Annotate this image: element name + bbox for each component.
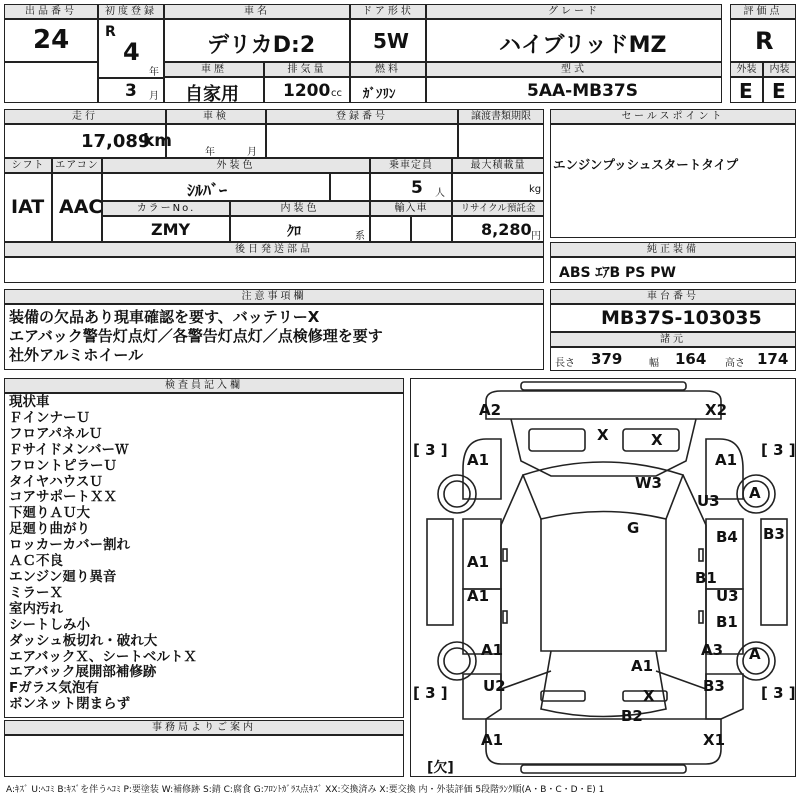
chassis-label: 車台番号	[550, 289, 796, 304]
grade-label: グレード	[426, 4, 722, 19]
front-bumper-outline	[521, 382, 686, 390]
recycle-unit: 円	[531, 231, 541, 242]
mark-bracket-br: [ 3 ]	[761, 684, 796, 702]
rear-bumper-outline	[521, 765, 686, 773]
first-reg-cell	[98, 19, 164, 78]
inspector-line: ミラーＸ	[9, 584, 63, 601]
ac-label: エアコン	[52, 158, 102, 173]
fuel-cell	[350, 77, 426, 103]
roof-outline	[541, 519, 666, 651]
door-handle	[503, 611, 507, 623]
inspector-line: ロッカーカバー割れ	[9, 537, 130, 554]
lot-no-cell	[4, 19, 98, 62]
exterior-cell	[730, 77, 763, 103]
mark-b1-mid: B1	[695, 569, 717, 587]
mark-x-front-left: X	[597, 426, 609, 444]
height-label: 高さ	[725, 358, 745, 369]
car-name: デリカD:2	[207, 33, 316, 58]
mark-x-front-right: X	[651, 431, 663, 449]
max-load-cell	[452, 173, 544, 201]
inspector-line: フロントピラーＵ	[9, 457, 117, 474]
left-rocker	[427, 519, 453, 625]
mark-a1-bottom: A1	[481, 731, 504, 749]
chassis-number: MB37S-103035	[601, 307, 762, 329]
inspector-line: ＦサイドメンバーＷ	[9, 441, 129, 458]
import-cell-b	[411, 216, 452, 242]
grade-cell	[426, 19, 722, 62]
mark-x-rear: X	[643, 687, 655, 705]
mark-b3-rear: B3	[703, 677, 725, 695]
model-cell	[426, 77, 722, 103]
mark-bracket-bl: [ 3 ]	[413, 684, 448, 702]
mark-missing: [欠]	[427, 760, 454, 776]
inspection-label: 車検	[166, 109, 266, 124]
lot-no: 24	[33, 25, 70, 55]
notes-line: 装備の欠品あり現車確認を要す、バッテリーX	[9, 308, 320, 326]
width-label: 幅	[649, 358, 659, 369]
interior-cell	[763, 77, 796, 103]
inspector-cell	[4, 393, 404, 718]
plate-cell	[266, 124, 458, 158]
mark-u2: U2	[483, 677, 506, 695]
sales-point-label: セールスポイント	[550, 109, 796, 124]
reg-month-unit: 月	[149, 91, 159, 102]
exterior-score: E	[739, 79, 753, 103]
mark-u3-rear-right: U3	[716, 587, 739, 605]
genuine-label: 純正装備	[550, 242, 796, 257]
inspector-line: エアバック展開部補修跡	[9, 664, 157, 681]
era: R	[105, 24, 116, 40]
later-parts-cell	[4, 257, 544, 283]
mark-a1-front-right: A1	[715, 451, 738, 469]
mark-u3-right: U3	[697, 492, 720, 510]
sales-point-cell	[550, 124, 796, 238]
color-no: ZMY	[151, 220, 191, 239]
car-name-cell	[164, 19, 350, 62]
inspector-line: 室内汚れ	[9, 600, 63, 617]
mark-a1-front-left: A1	[467, 451, 490, 469]
max-load-label: 最大積載量	[452, 158, 544, 173]
inspector-line: エアバックＸ、シートベルトＸ	[9, 648, 197, 665]
height: 174	[757, 350, 789, 368]
interior-label: 内装	[763, 62, 796, 77]
import-label: 輸入車	[370, 201, 452, 216]
inspector-lines	[9, 395, 197, 713]
capacity-label: 乗車定員	[370, 158, 452, 173]
inspector-label: 検査員記入欄	[4, 378, 404, 393]
shift: IAT	[11, 196, 45, 218]
fuel-label: 燃料	[350, 62, 426, 77]
headlight-left	[529, 429, 585, 451]
color-no-label: カラーNo.	[102, 201, 230, 216]
grade: ハイブリッドMZ	[499, 33, 667, 58]
notes-cell	[4, 304, 544, 370]
inspector-line: 足廻り曲がり	[9, 521, 90, 538]
reg-year-unit: 年	[149, 67, 159, 78]
int-color-unit: 系	[355, 231, 365, 242]
recycle: 8,280	[481, 220, 532, 239]
color: ｼﾙﾊﾞｰ	[187, 181, 228, 200]
body-side-lines	[501, 475, 706, 689]
mileage: 17,089	[81, 131, 151, 152]
shift-label: シフト	[4, 158, 52, 173]
car-name-label: 車名	[164, 4, 350, 19]
legend: A:ｷｽﾞ U:ﾍｺﾐ B:ｷｽﾞを伴うﾍｺﾐ P:要塗装 W:補修跡 S:錆 C:腐食 G:ﾌﾛﾝﾄｶﾞﾗｽ点ｷｽﾞ XX:交換済み X:要交換 内・外装評価 5段階ﾗﾝｸ順(A・B・C・D・E) 1	[6, 785, 605, 795]
mileage-unit: km	[143, 131, 173, 151]
door-label: ドア形状	[350, 4, 426, 19]
tail-lamp-left	[541, 691, 585, 701]
chassis-cell	[550, 304, 796, 332]
recycle-cell	[452, 216, 544, 242]
genuine-cell	[550, 257, 796, 283]
max-load-unit: kg	[529, 184, 542, 195]
interior-score: E	[772, 79, 786, 103]
length-label: 長さ	[555, 358, 575, 369]
mark-bracket-tl: [ 3 ]	[413, 441, 448, 459]
front-outline	[486, 391, 721, 419]
color-cell	[102, 173, 330, 201]
recycle-label: リサイクル預託金	[452, 201, 544, 216]
reg-year: 4	[123, 38, 140, 66]
history: 自家用	[185, 84, 239, 105]
mark-bracket-tr: [ 3 ]	[761, 441, 796, 459]
length: 379	[591, 350, 623, 368]
reg-month: 3	[125, 81, 137, 101]
damage-diagram	[410, 378, 796, 777]
mark-x1-bottom: X1	[703, 731, 726, 749]
door-handle	[699, 549, 703, 561]
door-handle	[699, 611, 703, 623]
inspector-line: エンジン廻り異音	[9, 568, 117, 585]
inspector-line: タイヤハウスＵ	[9, 473, 103, 490]
mark-g: G	[627, 519, 640, 537]
reg-month-cell	[98, 78, 164, 103]
score-cell	[730, 19, 796, 62]
inspection-month-unit: 月	[247, 147, 257, 158]
model-label: 型式	[426, 62, 722, 77]
mark-a1-roof-rear: A1	[631, 657, 654, 675]
inspector-line: シートしみ小	[9, 616, 90, 633]
int-color-cell	[230, 216, 370, 242]
model: 5AA-MB37S	[527, 81, 638, 101]
color-label: 外装色	[102, 158, 370, 173]
later-parts-label: 後日発送部品	[4, 242, 544, 257]
width: 164	[675, 350, 707, 368]
mark-a1-door-rear-left: A1	[467, 587, 490, 605]
mark-a-wheel-rr: A	[749, 645, 761, 663]
first-reg-label: 初度登録	[98, 4, 164, 19]
score: R	[755, 27, 774, 55]
inspector-line: コアサポートＸＸ	[9, 489, 117, 506]
inspector-line: 下廻りＡＵ大	[9, 505, 90, 522]
lot-no-label: 出品番号	[4, 4, 98, 19]
door-handle	[503, 549, 507, 561]
inspector-line: フロアパネルＵ	[9, 425, 103, 442]
import-cell-a	[370, 216, 411, 242]
dims-label: 諸元	[550, 332, 796, 347]
history-cell	[164, 77, 264, 103]
notes-line: エアバック警告灯点灯／各警告灯点灯／点検修理を要す	[9, 327, 383, 345]
inspection-year-unit: 年	[205, 147, 215, 158]
displacement: 1200	[283, 81, 331, 101]
door: 5W	[373, 29, 409, 53]
inspector-line: ＡＣ不良	[9, 553, 63, 570]
int-color-label: 内装色	[230, 201, 370, 216]
int-color: ｸﾛ	[287, 224, 301, 240]
plate-label: 登録番号	[266, 109, 458, 124]
mark-w3: W3	[635, 474, 662, 492]
mark-a3-rear-right: A3	[701, 641, 724, 659]
score-label: 評価点	[730, 4, 796, 19]
inspection-cell	[166, 124, 266, 158]
lot-no-blank	[4, 62, 98, 103]
rear-outline	[486, 719, 721, 764]
notes-line: 社外アルミホイール	[9, 346, 144, 364]
mileage-cell	[4, 124, 173, 158]
ac-cell	[52, 173, 102, 242]
color-no-cell	[102, 216, 230, 242]
office-cell	[4, 735, 404, 777]
mark-x2-top: X2	[705, 401, 728, 419]
displacement-cell	[264, 77, 350, 103]
genuine-equipment: ABS ｴｱB PS PW	[559, 265, 676, 281]
mark-b2: B2	[621, 707, 643, 725]
office-label: 事務局よりご案内	[4, 720, 404, 735]
dims-cell	[550, 347, 796, 371]
mark-b4: B4	[716, 528, 738, 546]
color-extra-cell	[330, 173, 370, 201]
sales-point: エンジンプッシュスタートタイプ	[553, 157, 739, 172]
ac: AAC	[59, 196, 103, 218]
displacement-unit: cc	[331, 88, 342, 99]
history-label: 車歴	[164, 62, 264, 77]
shift-cell	[4, 173, 52, 242]
inspector-line: 現状車	[9, 394, 50, 410]
mark-b3-side: B3	[763, 525, 785, 543]
door-cell	[350, 19, 426, 62]
mark-a2-top: A2	[479, 401, 502, 419]
mark-a1-door-front-left: A1	[467, 553, 490, 571]
inspector-line: ＦインナーＵ	[9, 409, 90, 426]
mark-a-wheel-fr: A	[749, 484, 761, 502]
notes-label: 注意事項欄	[4, 289, 544, 304]
displacement-label: 排気量	[264, 62, 350, 77]
transfer-doc-cell	[458, 124, 544, 158]
transfer-doc-label: 譲渡書類期限	[458, 109, 544, 124]
inspector-line: Fガラス気泡有	[9, 680, 99, 697]
inspector-line: ボンネット閉まらず	[9, 696, 131, 713]
mark-a1-rear-left: A1	[481, 641, 504, 659]
mileage-label: 走行	[4, 109, 166, 124]
mark-b1-rear-right: B1	[716, 613, 738, 631]
capacity-unit: 人	[435, 188, 445, 199]
capacity: 5	[411, 178, 423, 198]
capacity-cell	[370, 173, 452, 201]
exterior-label: 外装	[730, 62, 763, 77]
inspector-line: ダッシュ板切れ・破れ大	[9, 632, 158, 649]
fuel: ｶﾞｿﾘﾝ	[363, 87, 396, 102]
